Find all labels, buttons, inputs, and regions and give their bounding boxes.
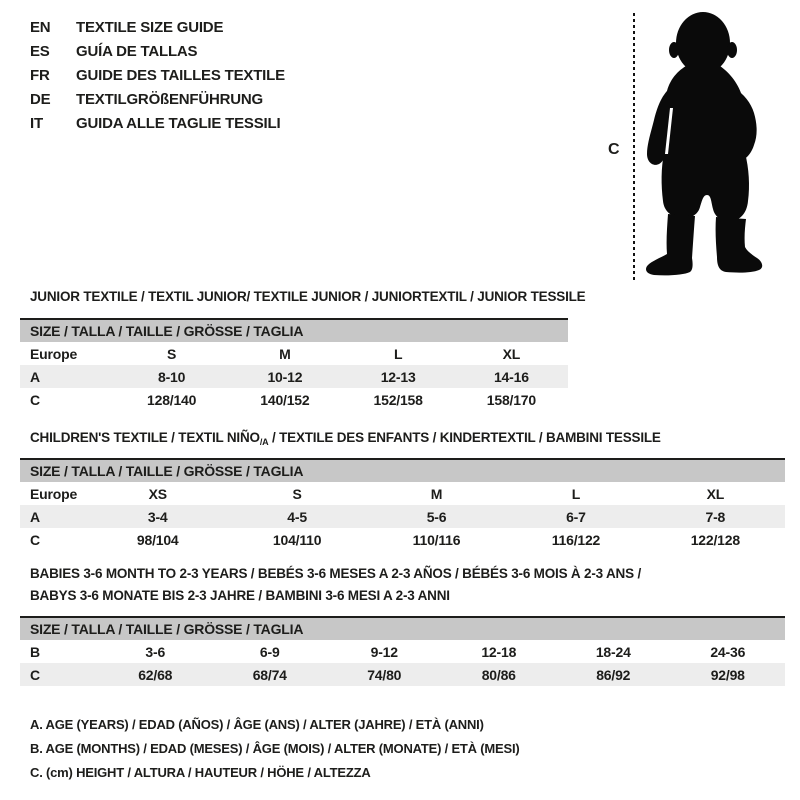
guide-title-fr: GUIDE DES TAILLES TEXTILE [76,66,285,84]
months-value: 24-36 [710,643,746,660]
children-title-pre: CHILDREN'S TEXTILE / TEXTIL NIÑO [30,430,260,445]
junior-size-table [20,318,568,411]
language-row-es [30,39,285,63]
table-row-height [20,388,568,411]
junior-section-title: JUNIOR TEXTILE / TEXTIL JUNIOR/ TEXTILE JUNIOR / JUNIORTEXTIL / JUNIOR TESSILE [30,289,586,304]
language-code: DE [30,90,51,108]
row-label: C [30,666,40,683]
row-label: C [30,391,40,408]
months-value: 12-18 [481,643,517,660]
age-value: 7-8 [705,508,726,525]
size-value: S [292,485,302,502]
age-value: 14-16 [493,368,529,385]
row-label: B [30,643,40,660]
height-measure-line [633,13,635,281]
row-label: A [30,368,40,385]
height-value: 122/128 [690,531,740,548]
note-age-years: A. AGE (YEARS) / EDAD (AÑOS) / ÂGE (ANS) / ALTER (JAHRE) / ETÀ (ANNI) [30,716,484,732]
size-value: XL [706,485,725,502]
size-header-band: SIZE / TALLA / TAILLE / GRÖSSE / TAGLIA [20,318,568,342]
language-code: ES [30,42,50,60]
language-code: FR [30,66,50,84]
size-value: S [167,345,177,362]
height-value: 152/158 [373,391,423,408]
size-header-band: SIZE / TALLA / TAILLE / GRÖSSE / TAGLIA [20,616,785,640]
table-row-europe [20,482,785,505]
row-label: Europe [30,345,78,362]
table-row-age [20,505,785,528]
babies-section-title [30,563,641,607]
size-value: XL [502,345,521,362]
age-value: 3-4 [147,508,168,525]
height-value: 86/92 [596,666,631,683]
height-value: 110/116 [412,531,461,548]
table-row-europe [20,342,568,365]
guide-title-es: GUÍA DE TALLAS [76,42,198,60]
months-value: 3-6 [145,643,166,660]
age-value: 4-5 [287,508,307,525]
children-title-post: / TEXTILE DES ENFANTS / KINDERTEXTIL / BAMBINI TESSILE [268,430,661,445]
size-value: M [430,485,443,502]
table-row-age [20,365,568,388]
table-row-months [20,640,785,663]
height-value: 116/122 [551,531,601,548]
guide-title-en: TEXTILE SIZE GUIDE [76,18,224,36]
months-value: 9-12 [370,643,398,660]
table-row-height [20,663,785,686]
language-code: IT [30,114,43,132]
row-label: Europe [30,485,78,502]
note-age-months: B. AGE (MONTHS) / EDAD (MESES) / ÂGE (MOIS) / ALTER (MONATE) / ETÀ (MESI) [30,740,520,756]
note-height-cm: C. (cm) HEIGHT / ALTURA / HAUTEUR / HÖHE / ALTEZZA [30,764,371,780]
babies-title-line2: BABYS 3-6 MONATE BIS 2-3 JAHRE / BAMBINI 3-6 MESI A 2-3 ANNI [30,588,450,603]
height-value: 128/140 [147,391,197,408]
guide-title-it: GUIDA ALLE TAGLIE TESSILI [76,114,281,132]
language-title-list [30,15,285,135]
table-row-height [20,528,785,551]
babies-title-line1: BABIES 3-6 MONTH TO 2-3 YEARS / BEBÉS 3-6 MESES A 2-3 AÑOS / BÉBÉS 3-6 MOIS À 2-3 ANS / [30,566,641,581]
height-figure [606,5,776,290]
children-size-table [20,458,785,551]
toddler-silhouette-icon [640,8,772,282]
language-row-en [30,15,285,39]
age-value: 6-7 [566,508,586,525]
height-value: 98/104 [136,531,179,548]
children-section-title [30,430,661,445]
guide-title-de: TEXTILGRÖßENFÜHRUNG [76,90,264,108]
size-value: L [393,345,403,362]
language-row-fr [30,63,285,87]
height-value: 158/170 [486,391,536,408]
language-row-de [30,87,285,111]
children-title-subscript: /A [259,437,269,447]
height-value: 62/68 [138,666,173,683]
age-value: 5-6 [426,508,447,525]
age-value: 8-10 [158,368,186,385]
babies-size-table [20,616,785,686]
height-value: 104/110 [272,531,322,548]
age-value: 10-12 [267,368,303,385]
row-label: C [30,531,40,548]
size-value: L [571,485,581,502]
months-value: 18-24 [595,643,631,660]
size-value: M [279,345,291,362]
height-value: 92/98 [710,666,745,683]
age-value: 12-13 [380,368,416,385]
height-value: 68/74 [252,666,287,683]
months-value: 6-9 [259,643,280,660]
size-value: XS [148,485,167,502]
language-code: EN [30,18,51,36]
height-value: 140/152 [260,391,310,408]
height-value: 80/86 [481,666,516,683]
size-header-band: SIZE / TALLA / TAILLE / GRÖSSE / TAGLIA [20,458,785,482]
legend-notes [30,712,520,784]
row-label: A [30,508,40,525]
height-value: 74/80 [367,666,402,683]
language-row-it [30,111,285,135]
height-measure-label: C [608,141,620,158]
